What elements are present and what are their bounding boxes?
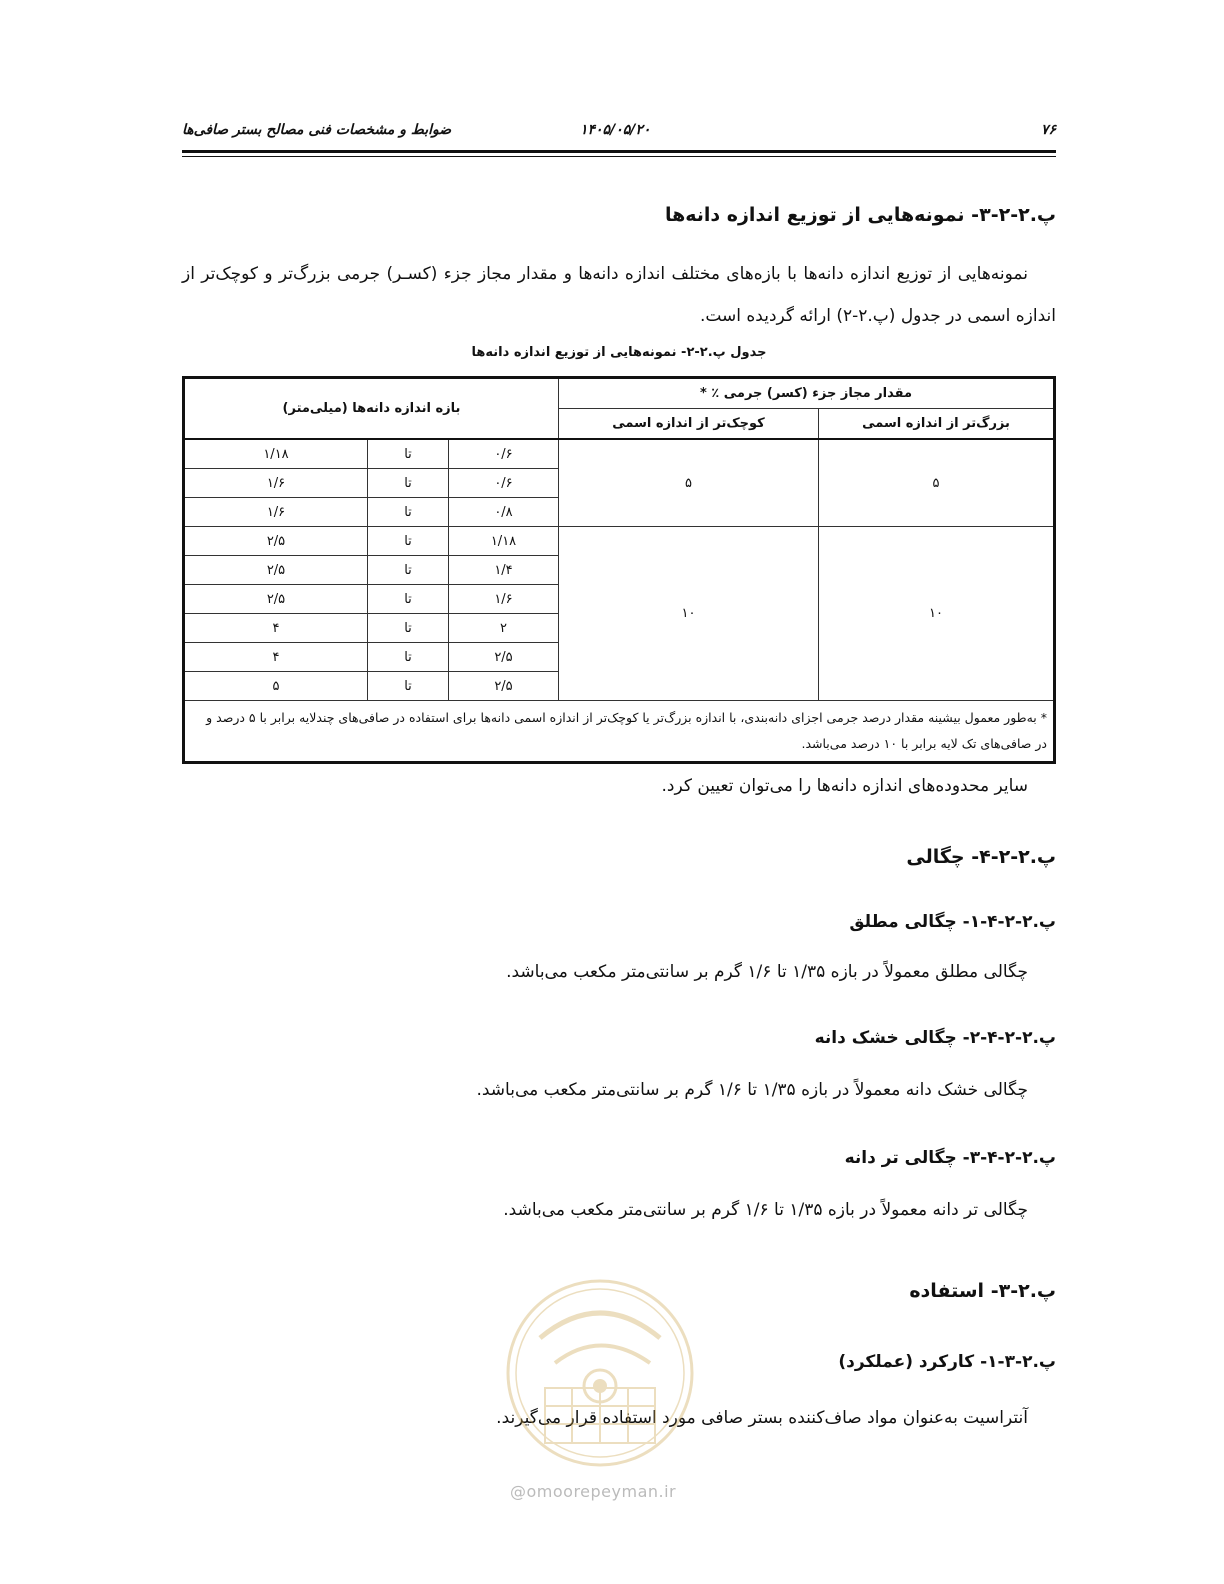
grain-size-table xyxy=(182,376,1056,764)
range-to-word: تا xyxy=(368,439,449,469)
range-from: ۰/۶ xyxy=(449,439,559,469)
range-from: ۲/۵ xyxy=(449,643,559,672)
table-row xyxy=(184,527,1055,556)
intro-paragraph: نمونه‌هایی از توزیع اندازه دانه‌ها با بازه‌های مختلف اندازه دانه‌ها و مقدار مجاز جزء (کسـر) جرمی بزرگ‌تر و کوچک‌تر از اندازه اسمی در جدول (پ.۲-۲) ارائه گردیده است. xyxy=(182,264,1056,326)
group2-larger: ۱۰ xyxy=(819,527,1055,701)
watermark-site: @omoorepeyman.ir xyxy=(510,1482,677,1501)
table-caption: جدول پ.۲-۲- نمونه‌هایی از توزیع اندازه دانه‌ها xyxy=(471,345,767,360)
section-heading: پ.۲-۳- استفاده xyxy=(909,1280,1056,1302)
subsection-heading: پ.۲-۳-۱- کارکرد (عملکرد) xyxy=(838,1352,1056,1372)
range-to: ۴ xyxy=(184,614,368,643)
table-footnote: * به‌طور معمول بیشینه مقدار درصد جرمی اجزای دانه‌بندی، با اندازه بزرگ‌تر یا کوچک‌تر از اندازه اسمی دانه‌ها برای استفاده در صافی‌های چندلایه برابر با ۵ درصد و در صافی‌های تک لایه برابر با ۱۰ درصد می‌باشد. xyxy=(184,701,1055,763)
group2-smaller: ۱۰ xyxy=(559,527,819,701)
page-number: ۷۶ xyxy=(1040,122,1056,138)
range-to: ۵ xyxy=(184,672,368,701)
section-heading: پ.۲-۲-۳- نمونه‌هایی از توزیع اندازه دانه‌ها xyxy=(664,204,1056,226)
range-to-word: تا xyxy=(368,585,449,614)
range-from: ۱/۶ xyxy=(449,585,559,614)
range-from: ۲/۵ xyxy=(449,672,559,701)
range-to: ۴ xyxy=(184,643,368,672)
range-to-word: تا xyxy=(368,498,449,527)
col-smaller-header: کوچک‌تر از اندازه اسمی xyxy=(559,409,819,440)
range-from: ۰/۶ xyxy=(449,469,559,498)
section-heading: پ.۲-۲-۴- چگالی xyxy=(906,846,1056,868)
range-to: ۱/۶ xyxy=(184,469,368,498)
range-to: ۱/۱۸ xyxy=(184,439,368,469)
range-to-word: تا xyxy=(368,614,449,643)
subsection-heading: پ.۲-۲-۴-۱- چگالی مطلق xyxy=(849,912,1056,932)
header-title: ضوابط و مشخصات فنی مصالح بستر صافی‌ها xyxy=(182,122,452,138)
range-to: ۲/۵ xyxy=(184,556,368,585)
range-to: ۱/۶ xyxy=(184,498,368,527)
range-from: ۰/۸ xyxy=(449,498,559,527)
paragraph: آنتراسیت به‌عنوان مواد صاف‌کننده بستر صافی مورد استفاده قرار می‌گیرند. xyxy=(496,1408,1028,1428)
paragraph: چگالی مطلق معمولاً در بازه ۱/۳۵ تا ۱/۶ گرم بر سانتی‌متر مکعب می‌باشد. xyxy=(506,962,1028,982)
subsection-heading: پ.۲-۲-۴-۲- چگالی خشک دانه xyxy=(814,1028,1056,1048)
range-to-word: تا xyxy=(368,556,449,585)
range-to: ۲/۵ xyxy=(184,527,368,556)
paragraph: سایر محدوده‌های اندازه دانه‌ها را می‌توان تعیین کرد. xyxy=(661,776,1028,796)
group1-smaller: ۵ xyxy=(559,439,819,527)
subsection-heading: پ.۲-۲-۴-۳- چگالی تر دانه xyxy=(844,1148,1056,1168)
table-row xyxy=(184,439,1055,469)
watermark-logo xyxy=(500,1268,700,1478)
group1-larger: ۵ xyxy=(819,439,1055,527)
running-header xyxy=(182,122,1056,146)
range-to-word: تا xyxy=(368,672,449,701)
paragraph: چگالی تر دانه معمولاً در بازه ۱/۳۵ تا ۱/۶ گرم بر سانتی‌متر مکعب می‌باشد. xyxy=(503,1200,1028,1220)
header-rule-thick xyxy=(182,150,1056,153)
range-from: ۱/۱۸ xyxy=(449,527,559,556)
col-allowed-header: مقدار مجاز جزء (کسر) جرمی ٪ * xyxy=(559,378,1055,409)
range-to-word: تا xyxy=(368,469,449,498)
header-rule-thin xyxy=(182,156,1056,157)
table-footnote-row xyxy=(184,701,1055,763)
range-to: ۲/۵ xyxy=(184,585,368,614)
header-date: ۱۴۰۵/۰۵/۲۰ xyxy=(580,122,651,138)
range-from: ۲ xyxy=(449,614,559,643)
col-larger-header: بزرگ‌تر از اندازه اسمی xyxy=(819,409,1055,440)
col-range-header: بازه اندازه دانه‌ها (میلی‌متر) xyxy=(184,378,559,440)
paragraph: چگالی خشک دانه معمولاً در بازه ۱/۳۵ تا ۱/۶ گرم بر سانتی‌متر مکعب می‌باشد. xyxy=(476,1080,1028,1100)
range-to-word: تا xyxy=(368,527,449,556)
range-to-word: تا xyxy=(368,643,449,672)
range-from: ۱/۴ xyxy=(449,556,559,585)
